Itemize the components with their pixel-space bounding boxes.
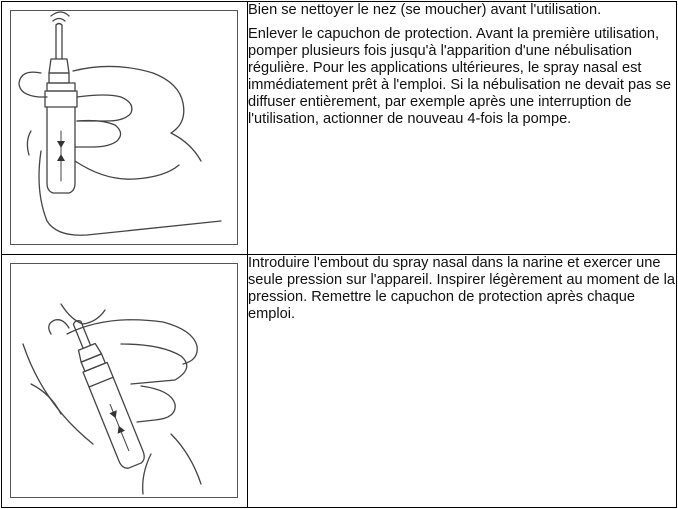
instruction-row [2,255,677,508]
instructions-table [1,1,677,508]
instruction-text-cell [248,2,677,255]
nasal-spray-in-nostril-icon [10,263,238,498]
instruction-text-cell [248,255,677,508]
instruction-row [2,2,677,255]
illustration-cell [2,255,248,508]
instruction-paragraph: Enlever le capuchon de protection. Avant la première utilisation, pomper plusieurs fois jusqu'à l'apparition d'une nébulisation régulière. Pour les applications ultérieures, le spray nasal est immédiatement prêt à l'emploi. Si la nébulisation ne devait pas se diffuser entièrement, par exemple après une interruption de l'utilisation, actionner de nouveau 4-fois la pompe. [248,26,671,127]
illustration-cell [2,2,248,255]
instruction-paragraph: Introduire l'embout du spray nasal dans la narine et exercer une seule pression sur l'appareil. Inspirer légèrement au moment de la pression. Remettre le capuchon de protection après chaque emploi. [248,255,676,322]
hand-priming-nasal-spray-icon [10,10,238,245]
instruction-paragraph: Bien se nettoyer le nez (se moucher) avant l'utilisation. [248,2,602,18]
